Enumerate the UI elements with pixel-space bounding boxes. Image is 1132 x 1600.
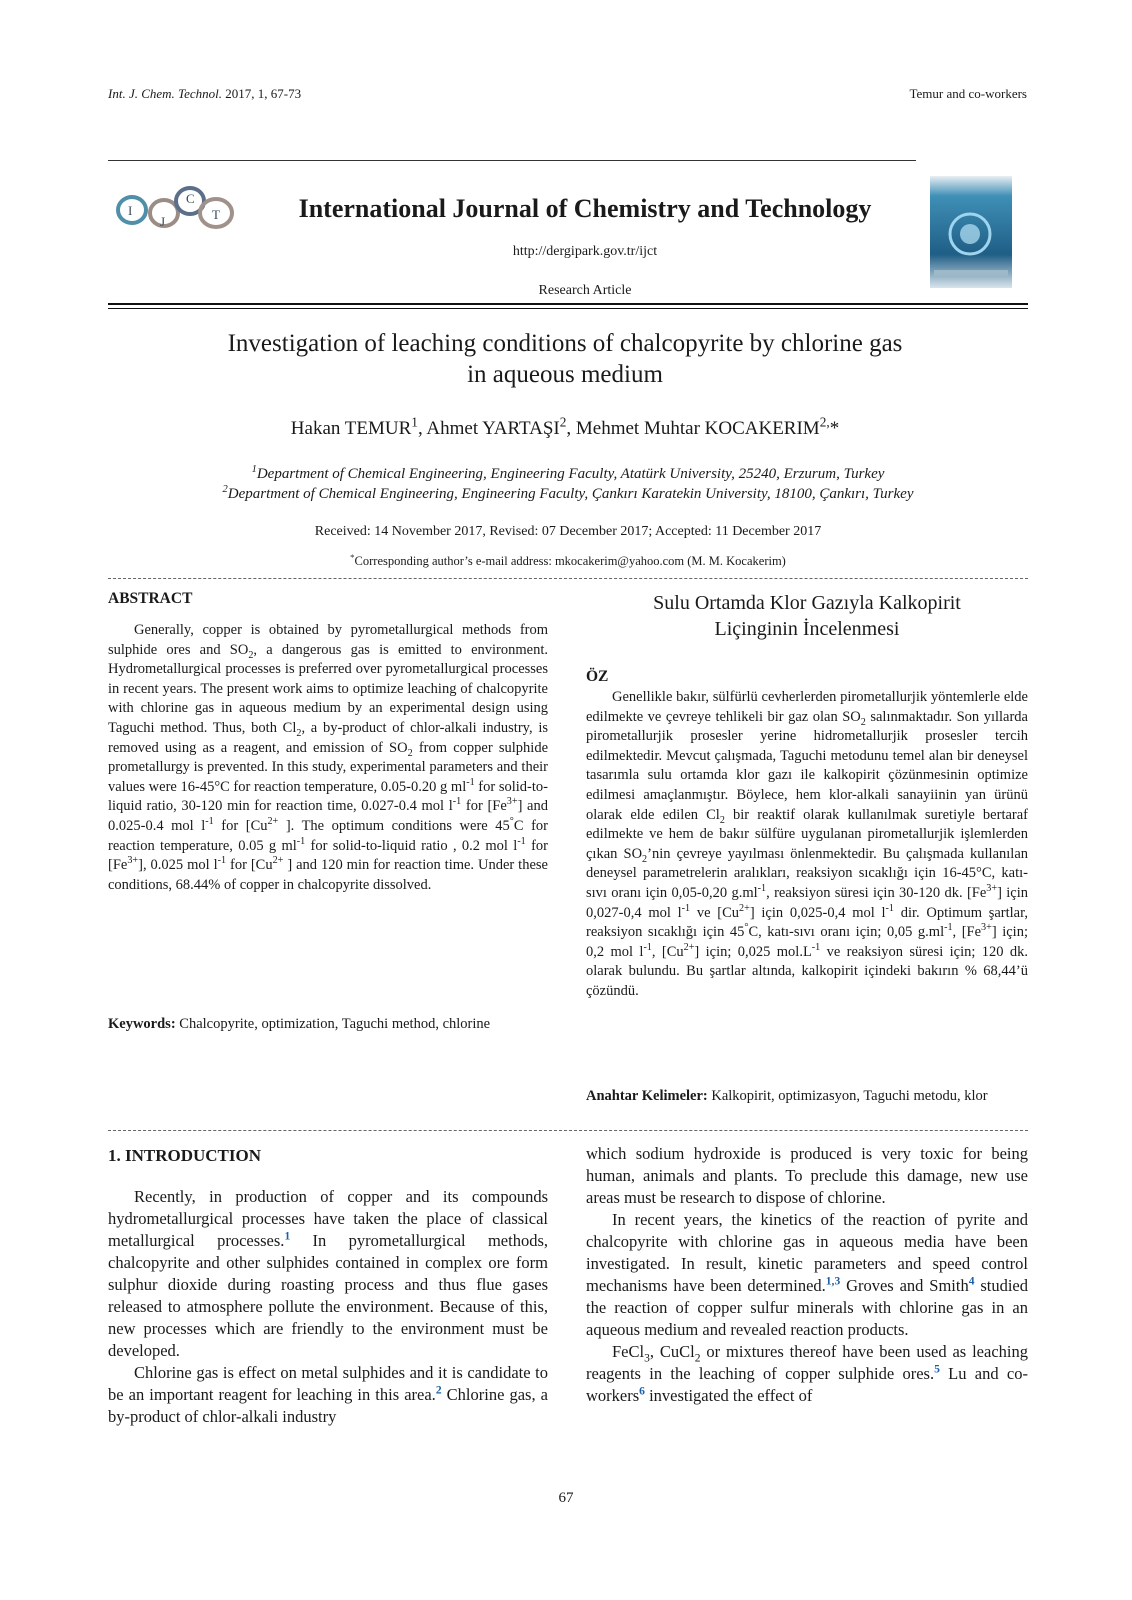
- corresponding-author: *Corresponding author’s e-mail address: mkocakerim@yahoo.com (M. M. Kocakerim): [350, 551, 786, 568]
- journal-logo: [112, 185, 242, 235]
- keywords: Keywords: Chalcopyrite, optimization, Taguchi method, chlorine: [108, 1016, 491, 1032]
- article-dates: Received: 14 November 2017, Revised: 07 December 2017; Accepted: 11 December 2017: [314, 524, 822, 539]
- dashed-divider: [108, 578, 1028, 579]
- journal-url[interactable]: http://dergipark.gov.tr/ijct: [512, 244, 658, 259]
- journal-cover-image: [930, 176, 1012, 288]
- affiliation-2: $^2$Department of Chemical Engineering, Engineering Faculty, Çankırı Karatekin University, 18100, Çankırı, Turkey: [222, 484, 914, 502]
- abstract-heading: ABSTRACT: [108, 590, 193, 607]
- introduction-heading: 1. INTRODUCTION: [108, 1146, 262, 1165]
- svg-text:T: T: [212, 207, 220, 222]
- dashed-divider-2: [108, 1130, 1028, 1131]
- turkish-title: Sulu Ortamda Klor Gazıyla Kalkopirit Liçinginin İncelenmesi: [653, 592, 961, 640]
- journal-title: International Journal of Chemistry and Technology: [298, 194, 872, 223]
- abstract-body: Generally, copper is obtained by pyrometallurgical methods from sulphide ores and $SO_2$, a dangerous gas is emitted to environment. Hydrometallurgical processes is preferred over pyrometallurgical processes in recent years. The present work aims to optimize leaching of chalcopyrite with chlorine gas in aqueous medium by an experimental design using Taguchi method. Thus, both $Cl_2$, a by-product of chlor-alkali industry, is removed using as a reagent, and emission of $SO_2$ from copper sulphide prometallurgy is prevented. In this study, experimental parameters and their values were 16-45°C for reaction temperature, 0.05-0.20 g $ml^{-1}$ for solid-to-liquid ratio, 30-120 min for reaction time, 0.027-0.4 mol $l^{-1}$ for $[Fe^{3+}]$ and 0.025-0.4 mol $l^{-1}$ for [$Cu^{2+}$ ]. The optimum conditions were 45°C for reaction temperature, 0.05 g $ml^{-1}$ for solid-to-liquid ratio , 0.2 mol $l^{-1}$ for $[Fe^{3+}]$, 0.025 mol $l^{-1}$ for [$Cu^{2+}$ ] and 120 min for reaction time. Under these conditions, 68.44% of copper in chalcopyrite dissolved.: [108, 622, 548, 893]
- page-number: 67: [558, 1490, 574, 1506]
- author-list: Hakan TEMUR$^1$, Ahmet YARTAŞI$^2$, Mehmet Muhtar $KOCAKERIM^{2,}*$: [290, 414, 840, 439]
- oz-heading: ÖZ: [586, 668, 609, 685]
- header-rule: [108, 160, 916, 161]
- oz-body: Genellikle bakır, sülfürlü cevherlerden pirometallurjik yöntemlerle elde edilmekte ve çevreye tehlikeli bir gaz olan $SO_2$ salınmaktadır. Son yıllarda pirometallurjik prosesler yerine hidrometallurjik prosesler tercih edilmektedir. Mevcut çalışmada, Taguchi metodunu temel alan bir deneysel tasarımla sulu ortamda klor gazı ile kalkopirit çözünmesinin optimize edilmesi amaçlanmıştır. Böylece, hem klor-alkali sanayiinin yan ürünü olarak elde edilen $Cl_2$ bir reaktif olarak kullanılmak suretiyle bertaraf edilmekte ve hem de bakır sülfüre uygulanan pirometallurjik işlemlerden çıkan $SO_2’nin$ çevreye yayılması önlenmektedir. Bu çalışmada kullanılan deneysel parametrelerin aralıkları, reaksiyon sıcaklığı için 16-45°C, katı-sıvı oranı için 0,05-0,20 $g.ml^{-1}$, reaksiyon süresi için 30-120 dk. $[Fe^{3+}]$ için 0,027-0,4 mol $l^{-1}$ ve $[Cu^{2+}]$ için 0,025-0,4 mol $l^{-1}$ dir. Optimum şartlar, reaksiyon sıcaklığı için 45°C, katı-sıvı oranı için; 0,05 $g.ml^{-1}$, $[Fe^{3+}]$ için; 0,2 mol $l^{-1}$, $[Cu^{2+}]$ için; 0,025 $mol.L^{-1}$ ve reaksiyon süresi için; 120 dk. olarak bulundu. Bu şartlar altında, kalkopirit içindeki bakırın % 68,44’ü çözündü.: [586, 689, 1029, 999]
- masthead-rule-thin: [108, 308, 1028, 309]
- svg-text:I: I: [128, 203, 133, 218]
- running-header-citation: Int. J. Chem. Technol. 2017, 1, 67-73: [108, 86, 302, 101]
- svg-text:J: J: [160, 214, 166, 229]
- affiliation-1: $^1$Department of Chemical Engineering, Engineering Faculty, Atatürk University, 25240, Erzurum, Turkey: [251, 464, 885, 482]
- svg-text:C: C: [186, 191, 195, 206]
- introduction-body-left: Recently, in production of copper and its compounds hydrometallurgical processes have taken the place of classical metallurgical processes.$^1$ In pyrometallurgical methods, chalcopyrite and other sulphides contained in complex ore form sulphur dioxide during roasting process and thus flue gases released to atmosphere pollute the environment. Because of this, new processes which are friendly to the environment must be developed. Chlorine gas is effect on metal sulphides and it is candidate to be an important reagent for leaching in this area.$^2$ Chlorine gas, a by-product of chlor-alkali industry: [108, 1187, 548, 1426]
- introduction-body-right: which sodium hydroxide is produced is very toxic for being human, animals and plants. To preclude this damage, new use areas must be research to dispose of chlorine. In recent years, the kinetics of the reaction of pyrite and chalcopyrite with chlorine gas in aqueous media have been investigated. In result, kinetic parameters and speed control mechanisms have been determined.$^{1,3}$ Groves and Smith$^4$ studied the reaction of copper sulfur minerals with chlorine gas in an aqueous medium and revealed reaction products. FeCl$_3$, CuCl$_2$ or mixtures thereof have been used as leaching reagents in the leaching of copper sulphide ores.$^5$ Lu and co-workers$^6$ investigated the effect of: [586, 1144, 1029, 1405]
- running-header-authors: Temur and co-workers: [909, 86, 1027, 101]
- article-type: Research Article: [538, 283, 632, 298]
- article-title: Investigation of leaching conditions of chalcopyrite by chlorine gas in aqueous medium: [227, 330, 903, 388]
- masthead-rule-thick: [108, 303, 1028, 305]
- turkish-keywords: Anahtar Kelimeler: Kalkopirit, optimizasyon, Taguchi metodu, klor: [586, 1088, 988, 1104]
